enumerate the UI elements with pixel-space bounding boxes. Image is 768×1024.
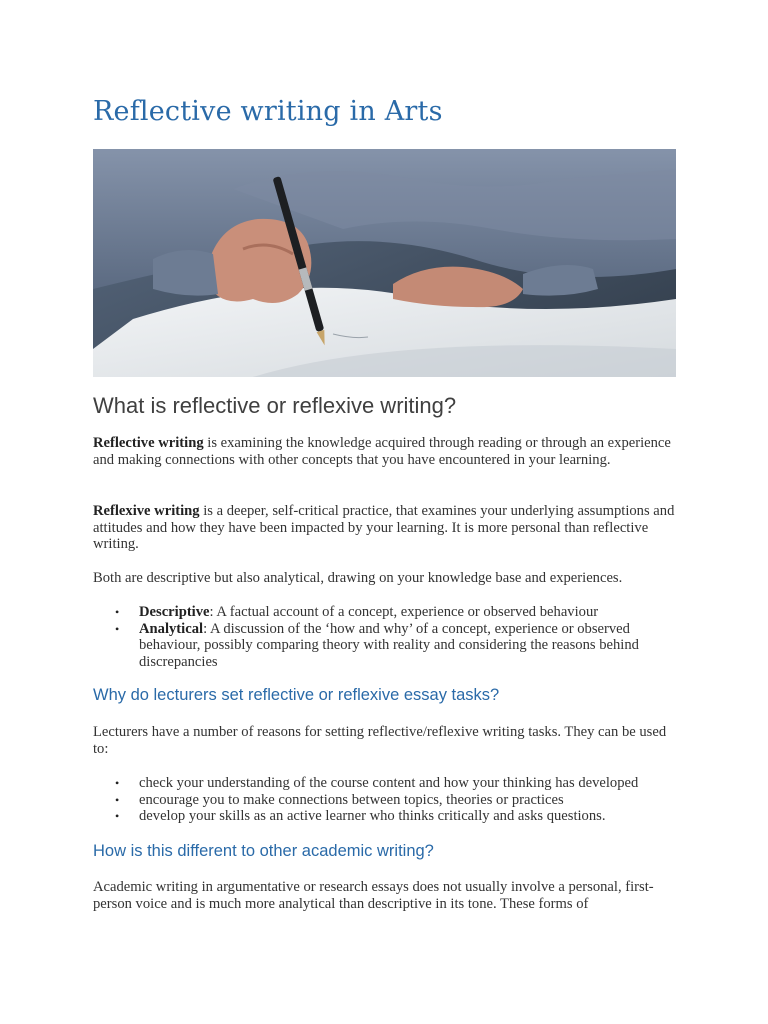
header-photo [93,149,676,377]
list-reasons [93,775,676,825]
hand-writing-photo-icon [93,149,676,377]
term-reflexive-writing: Reflexive writing [93,503,200,519]
section-heading-what-is: What is reflective or reflexive writing? [93,393,457,418]
list-descriptive-analytical [93,604,676,670]
term-reflective-writing: Reflective writing [93,435,204,451]
section-heading-why-lecturers: Why do lecturers set reflective or reflexive essay tasks? [93,686,500,704]
section-heading-how-different: How is this different to other academic writing? [93,842,434,860]
document-title: Reflective writing in Arts [93,96,443,127]
paragraph-lecturers-reasons: Lecturers have a number of reasons for setting reflective/reflexive writing tasks. They can be used to: [93,724,667,757]
paragraph-reflexive-writing: Reflexive writing is a deeper, self-critical practice, that examines your underlying assumptions and attitudes and how they have been impacted by your learning. It is more personal than reflective writing. [93,503,675,553]
list-item: • encourage you to make connections between topics, theories or practices [115,791,564,808]
list-item: • Descriptive: A factual account of a concept, experience or observed behaviour [115,604,599,620]
list-item: • check your understanding of the course content and how your thinking has developed [115,775,639,791]
list-item: • Analytical: A discussion of the ‘how and why’ of a concept, experience or observed behaviour, possibly comparing theory with reality and considering the reasons behind discrepancies [115,620,639,670]
paragraph-both: Both are descriptive but also analytical, drawing on your knowledge base and experiences. [93,570,623,586]
paragraph-reflective-writing: Reflective writing is examining the knowledge acquired through reading or through an experience and making connections with other concepts that you have encountered in your learning. [93,435,671,468]
list-item: • develop your skills as an active learner who thinks critically and asks questions. [115,808,606,825]
paragraph-academic-writing: Academic writing in argumentative or research essays does not usually involve a personal, first-person voice and is much more analytical than descriptive in its tone. These forms of [93,879,654,912]
